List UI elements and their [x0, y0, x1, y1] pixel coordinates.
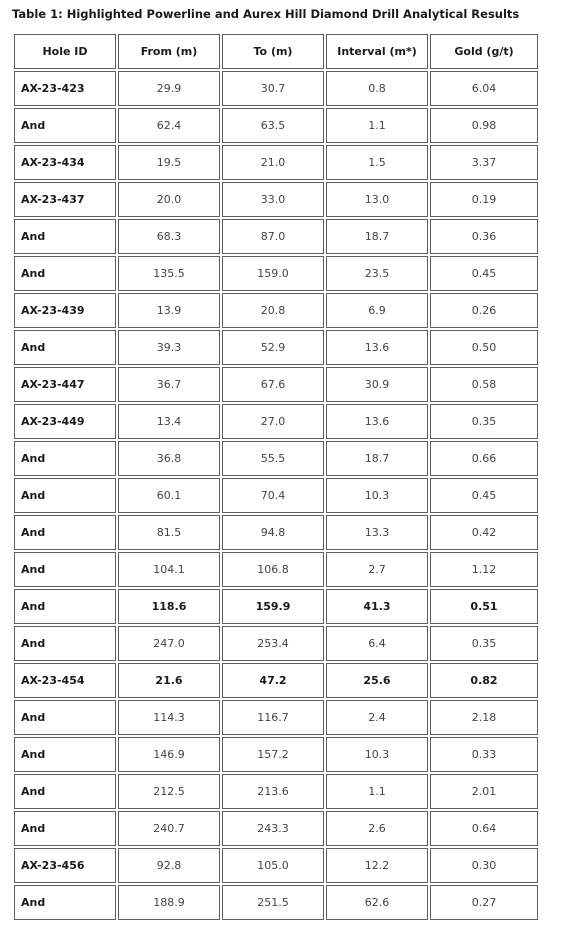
- cell-to: 106.8: [222, 552, 324, 587]
- cell-from: 114.3: [118, 700, 220, 735]
- cell-gold: 0.19: [430, 182, 538, 217]
- cell-interval: 25.6: [326, 663, 428, 698]
- cell-to: 30.7: [222, 71, 324, 106]
- cell-interval: 18.7: [326, 219, 428, 254]
- cell-gold: 6.04: [430, 71, 538, 106]
- table-row: [14, 71, 538, 106]
- cell-from: 68.3: [118, 219, 220, 254]
- cell-interval: 18.7: [326, 441, 428, 476]
- cell-to: 87.0: [222, 219, 324, 254]
- cell-from: 62.4: [118, 108, 220, 143]
- cell-to: 251.5: [222, 885, 324, 920]
- cell-gold: 2.18: [430, 700, 538, 735]
- table-body: [14, 71, 538, 920]
- cell-gold: 0.26: [430, 293, 538, 328]
- table-row: [14, 256, 538, 291]
- table-row: [14, 663, 538, 698]
- cell-to: 27.0: [222, 404, 324, 439]
- table-row: [14, 330, 538, 365]
- table-row: [14, 626, 538, 661]
- cell-interval: 12.2: [326, 848, 428, 883]
- cell-to: 55.5: [222, 441, 324, 476]
- cell-interval: 13.3: [326, 515, 428, 550]
- cell-hole-id: And: [14, 885, 116, 920]
- cell-interval: 2.6: [326, 811, 428, 846]
- cell-hole-id: And: [14, 515, 116, 550]
- cell-interval: 2.7: [326, 552, 428, 587]
- cell-from: 212.5: [118, 774, 220, 809]
- table-row: [14, 219, 538, 254]
- cell-gold: 0.30: [430, 848, 538, 883]
- header-hole-id: Hole ID: [14, 34, 116, 69]
- cell-to: 52.9: [222, 330, 324, 365]
- cell-interval: 0.8: [326, 71, 428, 106]
- cell-to: 159.9: [222, 589, 324, 624]
- cell-to: 116.7: [222, 700, 324, 735]
- cell-hole-id: AX-23-439: [14, 293, 116, 328]
- cell-gold: 0.36: [430, 219, 538, 254]
- cell-interval: 41.3: [326, 589, 428, 624]
- cell-gold: 0.35: [430, 626, 538, 661]
- table-row: [14, 478, 538, 513]
- table-row: [14, 367, 538, 402]
- cell-from: 92.8: [118, 848, 220, 883]
- table-row: [14, 108, 538, 143]
- table-row: [14, 293, 538, 328]
- cell-from: 135.5: [118, 256, 220, 291]
- cell-from: 104.1: [118, 552, 220, 587]
- cell-hole-id: And: [14, 626, 116, 661]
- cell-hole-id: AX-23-449: [14, 404, 116, 439]
- cell-from: 13.9: [118, 293, 220, 328]
- cell-hole-id: AX-23-456: [14, 848, 116, 883]
- cell-from: 13.4: [118, 404, 220, 439]
- cell-hole-id: AX-23-447: [14, 367, 116, 402]
- table-row: [14, 811, 538, 846]
- cell-from: 81.5: [118, 515, 220, 550]
- table-row: [14, 182, 538, 217]
- cell-interval: 10.3: [326, 478, 428, 513]
- cell-interval: 1.5: [326, 145, 428, 180]
- cell-interval: 1.1: [326, 774, 428, 809]
- drill-results-table: [12, 32, 540, 922]
- cell-from: 36.8: [118, 441, 220, 476]
- cell-from: 19.5: [118, 145, 220, 180]
- cell-hole-id: And: [14, 774, 116, 809]
- cell-from: 60.1: [118, 478, 220, 513]
- table-row: [14, 552, 538, 587]
- cell-hole-id: And: [14, 811, 116, 846]
- cell-interval: 13.0: [326, 182, 428, 217]
- header-gold: Gold (g/t): [430, 34, 538, 69]
- cell-hole-id: And: [14, 589, 116, 624]
- cell-from: 36.7: [118, 367, 220, 402]
- cell-hole-id: And: [14, 441, 116, 476]
- cell-hole-id: And: [14, 478, 116, 513]
- cell-interval: 30.9: [326, 367, 428, 402]
- cell-from: 247.0: [118, 626, 220, 661]
- cell-hole-id: AX-23-434: [14, 145, 116, 180]
- cell-hole-id: And: [14, 219, 116, 254]
- cell-to: 213.6: [222, 774, 324, 809]
- cell-gold: 0.51: [430, 589, 538, 624]
- table-caption: Table 1: Highlighted Powerline and Aurex Hill Diamond Drill Analytical Results: [12, 7, 520, 21]
- table-row: [14, 774, 538, 809]
- cell-interval: 6.4: [326, 626, 428, 661]
- header-from: From (m): [118, 34, 220, 69]
- cell-to: 70.4: [222, 478, 324, 513]
- cell-gold: 0.33: [430, 737, 538, 772]
- cell-from: 118.6: [118, 589, 220, 624]
- table-row: [14, 145, 538, 180]
- cell-from: 188.9: [118, 885, 220, 920]
- cell-gold: 0.50: [430, 330, 538, 365]
- cell-to: 159.0: [222, 256, 324, 291]
- cell-to: 243.3: [222, 811, 324, 846]
- cell-gold: 3.37: [430, 145, 538, 180]
- cell-gold: 0.45: [430, 478, 538, 513]
- cell-gold: 1.12: [430, 552, 538, 587]
- cell-to: 21.0: [222, 145, 324, 180]
- cell-interval: 62.6: [326, 885, 428, 920]
- cell-hole-id: And: [14, 700, 116, 735]
- cell-hole-id: And: [14, 552, 116, 587]
- cell-hole-id: AX-23-423: [14, 71, 116, 106]
- cell-gold: 0.42: [430, 515, 538, 550]
- header-interval: Interval (m*): [326, 34, 428, 69]
- table-row: [14, 700, 538, 735]
- cell-gold: 0.27: [430, 885, 538, 920]
- cell-to: 33.0: [222, 182, 324, 217]
- cell-to: 94.8: [222, 515, 324, 550]
- cell-gold: 0.82: [430, 663, 538, 698]
- cell-hole-id: And: [14, 330, 116, 365]
- cell-gold: 0.58: [430, 367, 538, 402]
- cell-from: 146.9: [118, 737, 220, 772]
- cell-interval: 13.6: [326, 404, 428, 439]
- cell-hole-id: AX-23-454: [14, 663, 116, 698]
- table-row: [14, 515, 538, 550]
- cell-to: 47.2: [222, 663, 324, 698]
- cell-interval: 23.5: [326, 256, 428, 291]
- cell-gold: 0.64: [430, 811, 538, 846]
- cell-gold: 0.45: [430, 256, 538, 291]
- cell-from: 240.7: [118, 811, 220, 846]
- table-row: [14, 737, 538, 772]
- table-row: [14, 589, 538, 624]
- cell-gold: 2.01: [430, 774, 538, 809]
- cell-to: 67.6: [222, 367, 324, 402]
- cell-hole-id: And: [14, 256, 116, 291]
- cell-interval: 2.4: [326, 700, 428, 735]
- cell-interval: 6.9: [326, 293, 428, 328]
- cell-gold: 0.66: [430, 441, 538, 476]
- cell-from: 20.0: [118, 182, 220, 217]
- table-header-row: [14, 34, 538, 69]
- cell-interval: 13.6: [326, 330, 428, 365]
- cell-hole-id: And: [14, 737, 116, 772]
- cell-interval: 10.3: [326, 737, 428, 772]
- table-row: [14, 885, 538, 920]
- cell-gold: 0.35: [430, 404, 538, 439]
- header-to: To (m): [222, 34, 324, 69]
- table-row: [14, 404, 538, 439]
- cell-hole-id: And: [14, 108, 116, 143]
- cell-from: 29.9: [118, 71, 220, 106]
- cell-gold: 0.98: [430, 108, 538, 143]
- cell-from: 21.6: [118, 663, 220, 698]
- cell-to: 105.0: [222, 848, 324, 883]
- cell-hole-id: AX-23-437: [14, 182, 116, 217]
- cell-to: 20.8: [222, 293, 324, 328]
- cell-interval: 1.1: [326, 108, 428, 143]
- table-row: [14, 441, 538, 476]
- cell-to: 63.5: [222, 108, 324, 143]
- cell-to: 157.2: [222, 737, 324, 772]
- cell-from: 39.3: [118, 330, 220, 365]
- table-row: [14, 848, 538, 883]
- cell-to: 253.4: [222, 626, 324, 661]
